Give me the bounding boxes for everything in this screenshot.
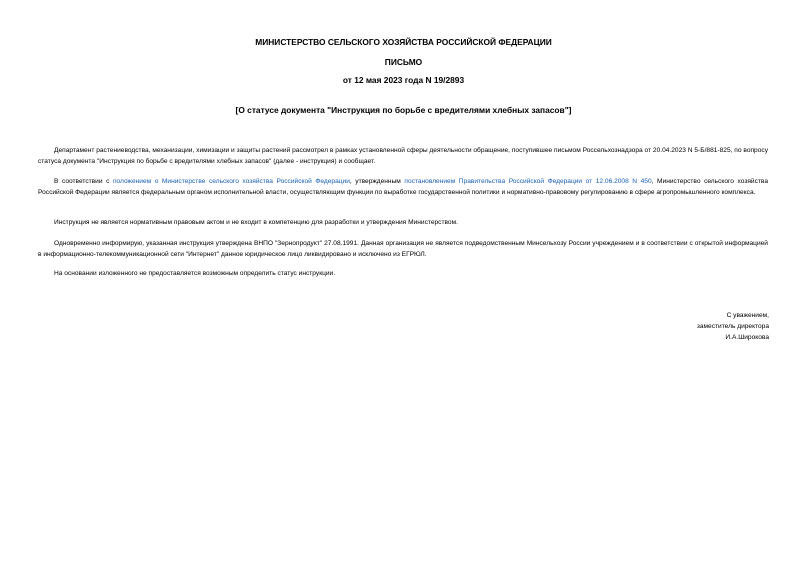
document-subject: [О статусе документа "Инструкция по борьбе с вредителями хлебных запасов"] <box>235 105 572 115</box>
paragraph-3-text: Инструкция не является нормативным правовым актом и не входит в компетенцию для разработки и утверждения Министерством. <box>54 219 458 226</box>
paragraph-3 <box>38 217 768 228</box>
paragraph-2-part-2: , утвержденным <box>349 178 405 185</box>
paragraph-2-part-3: , Министерство сельского хозяйства Российской Федерации является федеральным органом исполнительной власти, осуществляющим функции по выработке государственной политики и нормативно-правовому регулированию в сфере агропромышленного комплекса. <box>38 178 769 197</box>
paragraph-4 <box>38 238 768 260</box>
link-ministry-regulation[interactable]: положением о Министерстве сельского хозяйства Российской Федерации <box>112 178 350 185</box>
paragraph-4-text: Одновременно информирую, указанная инструкция утверждена ВНПО "Зернопродукт" 27.08.1991. Данная организация не является подведомственным Минсельхозу России учреждением и в соответствии с открытой информацией в информационно-телекоммуникационной сети "Интернет" данное юридическое лицо ликвидировано и исключено из ЕГРЮЛ. <box>38 240 768 259</box>
signature-block <box>697 310 769 344</box>
link-government-decree[interactable]: постановлением Правительства Российской Федерации от 12.06.2008 N 450 <box>404 178 652 185</box>
signature-closing: С уважением, <box>726 312 769 319</box>
paragraph-2-text <box>38 176 768 198</box>
document-type: ПИСЬМО <box>384 57 423 67</box>
paragraph-5-text: На основании изложенного не предоставляется возможным определить статус инструкции. <box>54 270 336 277</box>
document-date-number: от 12 мая 2023 года N 19/2893 <box>342 75 465 85</box>
signature-name: И.А.Широкова <box>725 334 769 342</box>
paragraph-2-part-1: В соответствии с <box>54 178 113 185</box>
paragraph-5 <box>38 268 768 279</box>
paragraph-2 <box>38 176 768 198</box>
paragraph-1 <box>38 145 768 167</box>
ministry-title: МИНИСТЕРСТВО СЕЛЬСКОГО ХОЗЯЙСТВА РОССИЙСКОЙ ФЕДЕРАЦИИ <box>255 37 552 47</box>
paragraph-1-text: Департамент растениеводства, механизации, химизации и защиты растений рассмотрел в рамках установленной сферы деятельности обращение, поступившее письмом Россельхознадзора от 20.04.2023 N 5-Б/881-825, по вопросу статуса документа "Инструкция по борьбе с вредителями хлебных запасов" (далее - инструкция) и сообщает. <box>38 147 768 166</box>
signature-position: заместитель директора <box>696 323 769 331</box>
